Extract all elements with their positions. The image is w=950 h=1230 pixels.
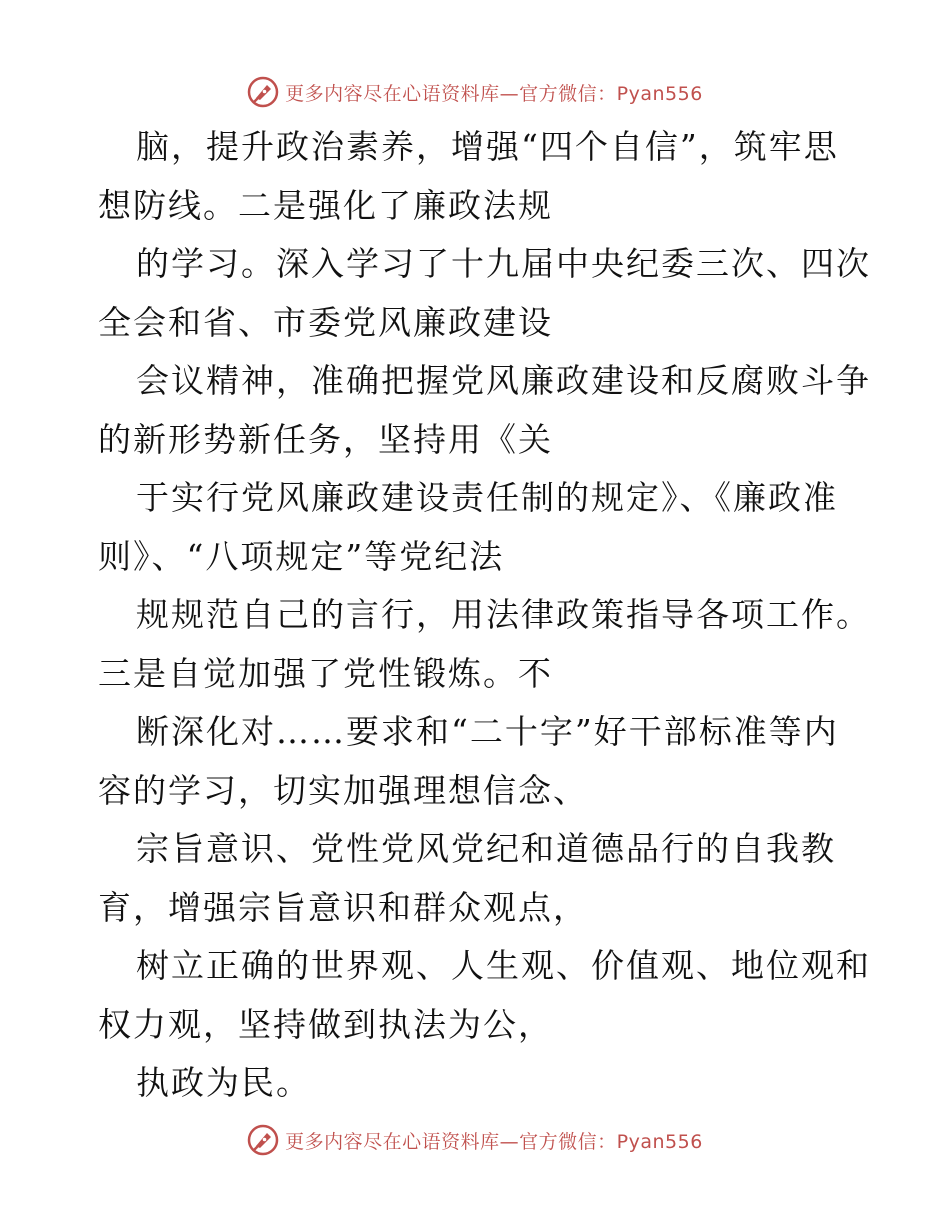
paragraph-line: 育，增强宗旨意识和群众观点，	[98, 887, 588, 927]
paragraph-line: 树立正确的世界观、人生观、价值观、地位观和	[136, 946, 871, 985]
paragraph-line: 断深化对……要求和“二十字”好干部标准等内	[136, 712, 839, 751]
pen-nib-logo-icon	[247, 1124, 279, 1156]
footer-banner	[0, 1120, 950, 1160]
header-banner	[0, 72, 950, 112]
paragraph-line: 宗旨意识、党性党风党纪和道德品行的自我教	[136, 829, 836, 868]
paragraph-line: 脑，提升政治素养，增强“四个自信”，筑牢思	[136, 127, 839, 166]
footer-banner-text: 更多内容尽在心语资料库—官方微信：Pyan556	[285, 1130, 703, 1153]
header-banner-text: 更多内容尽在心语资料库—官方微信：Pyan556	[285, 82, 703, 105]
paragraph-line: 全会和省、市委党风廉政建设	[98, 302, 553, 342]
pen-nib-logo-icon	[247, 76, 279, 108]
paragraph-line: 的学习。深入学习了十九届中央纪委三次、四次	[136, 244, 871, 283]
paragraph-line: 容的学习，切实加强理想信念、	[98, 770, 588, 810]
paragraph-line: 会议精神，准确把握党风廉政建设和反腐败斗争	[136, 361, 871, 400]
paragraph-line: 则》、“八项规定”等党纪法	[98, 536, 505, 576]
paragraph-line: 权力观，坚持做到执法为公，	[98, 1004, 553, 1044]
paragraph-line: 三是自觉加强了党性锻炼。不	[98, 653, 553, 693]
paragraph-line: 规规范自己的言行，用法律政策指导各项工作。	[136, 595, 871, 634]
paragraph-line: 于实行党风廉政建设责任制的规定》、《廉政准	[136, 478, 838, 517]
paragraph-line: 执政为民。	[136, 1063, 311, 1102]
paragraph-line: 想防线。二是强化了廉政法规	[98, 185, 553, 225]
paragraph-line: 的新形势新任务，坚持用《关	[98, 419, 553, 459]
document-body	[98, 118, 871, 1113]
